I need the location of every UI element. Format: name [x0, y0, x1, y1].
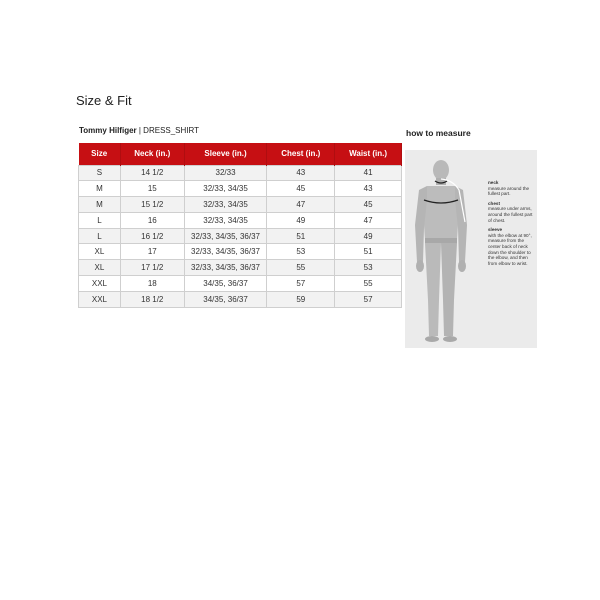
cell-neck: 15 1/2: [120, 197, 184, 213]
cell-size: XL: [79, 260, 121, 276]
cell-chest: 55: [267, 260, 335, 276]
table-row: [79, 212, 402, 228]
note-term: neck: [488, 180, 499, 185]
table-row: [79, 291, 402, 307]
cell-neck: 16: [120, 212, 184, 228]
cell-size: L: [79, 212, 121, 228]
cell-waist: 53: [335, 260, 402, 276]
cell-neck: 18 1/2: [120, 291, 184, 307]
note-desc: measure under arms, around the fullest part of chest.: [488, 206, 533, 223]
cell-chest: 59: [267, 291, 335, 307]
note-term: chest: [488, 200, 501, 206]
cell-chest: 57: [267, 276, 335, 292]
note-desc: with the elbow at 90°, measure from the center back of neck down the shoulder to the elbow, and then from elbow to wrist.: [488, 232, 532, 266]
cell-size: XXL: [79, 276, 121, 292]
note-neck: [488, 180, 536, 197]
cell-neck: 16 1/2: [120, 228, 184, 244]
cell-chest: 47: [267, 197, 335, 213]
note-sleeve: [488, 227, 536, 266]
cell-waist: 41: [335, 165, 402, 181]
cell-size: M: [79, 181, 121, 197]
cell-sleeve: 34/35, 36/37: [184, 276, 267, 292]
cell-waist: 57: [335, 291, 402, 307]
brand-line: [79, 126, 199, 135]
cell-chest: 45: [267, 181, 335, 197]
header-sleeve: Sleeve (in.): [184, 143, 267, 165]
note-term: sleeve: [488, 227, 503, 233]
product-category: DRESS_SHIRT: [143, 126, 200, 135]
cell-waist: 51: [335, 244, 402, 260]
page-title: Size & Fit: [76, 93, 132, 108]
header-waist: Waist (in.): [335, 143, 402, 165]
table-row: [79, 228, 402, 244]
cell-waist: 45: [335, 197, 402, 213]
cell-sleeve: 32/33: [184, 165, 267, 181]
cell-chest: 51: [267, 228, 335, 244]
header-size: Size: [79, 143, 121, 165]
how-to-measure-panel: [405, 150, 537, 348]
table-header-row: [79, 143, 402, 165]
measure-notes: [488, 180, 536, 270]
cell-sleeve: 32/33, 34/35: [184, 212, 267, 228]
cell-waist: 43: [335, 181, 402, 197]
table-row: [79, 165, 402, 181]
cell-neck: 17 1/2: [120, 260, 184, 276]
cell-sleeve: 32/33, 34/35: [184, 181, 267, 197]
cell-sleeve: 34/35, 36/37: [184, 291, 267, 307]
header-chest: Chest (in.): [267, 143, 335, 165]
cell-size: XL: [79, 244, 121, 260]
brand-name: Tommy Hilfiger: [79, 126, 137, 135]
cell-waist: 55: [335, 276, 402, 292]
cell-sleeve: 32/33, 34/35, 36/37: [184, 260, 267, 276]
cell-sleeve: 32/33, 34/35, 36/37: [184, 244, 267, 260]
cell-sleeve: 32/33, 34/35: [184, 197, 267, 213]
cell-size: S: [79, 165, 121, 181]
table-row: [79, 276, 402, 292]
cell-chest: 43: [267, 165, 335, 181]
table-row: [79, 244, 402, 260]
cell-waist: 49: [335, 228, 402, 244]
cell-sleeve: 32/33, 34/35, 36/37: [184, 228, 267, 244]
cell-neck: 18: [120, 276, 184, 292]
size-chart-table: [78, 143, 402, 308]
how-to-measure-title: how to measure: [406, 128, 471, 138]
cell-chest: 49: [267, 212, 335, 228]
note-chest: [488, 201, 536, 223]
cell-waist: 47: [335, 212, 402, 228]
cell-size: M: [79, 197, 121, 213]
cell-size: L: [79, 228, 121, 244]
cell-chest: 53: [267, 244, 335, 260]
brand-separator: |: [136, 126, 144, 135]
note-desc: measure around the fullest part.: [488, 185, 530, 197]
cell-size: XXL: [79, 291, 121, 307]
cell-neck: 17: [120, 244, 184, 260]
cell-neck: 14 1/2: [120, 165, 184, 181]
cell-neck: 15: [120, 181, 184, 197]
table-row: [79, 181, 402, 197]
table-row: [79, 197, 402, 213]
table-row: [79, 260, 402, 276]
header-neck: Neck (in.): [120, 143, 184, 165]
